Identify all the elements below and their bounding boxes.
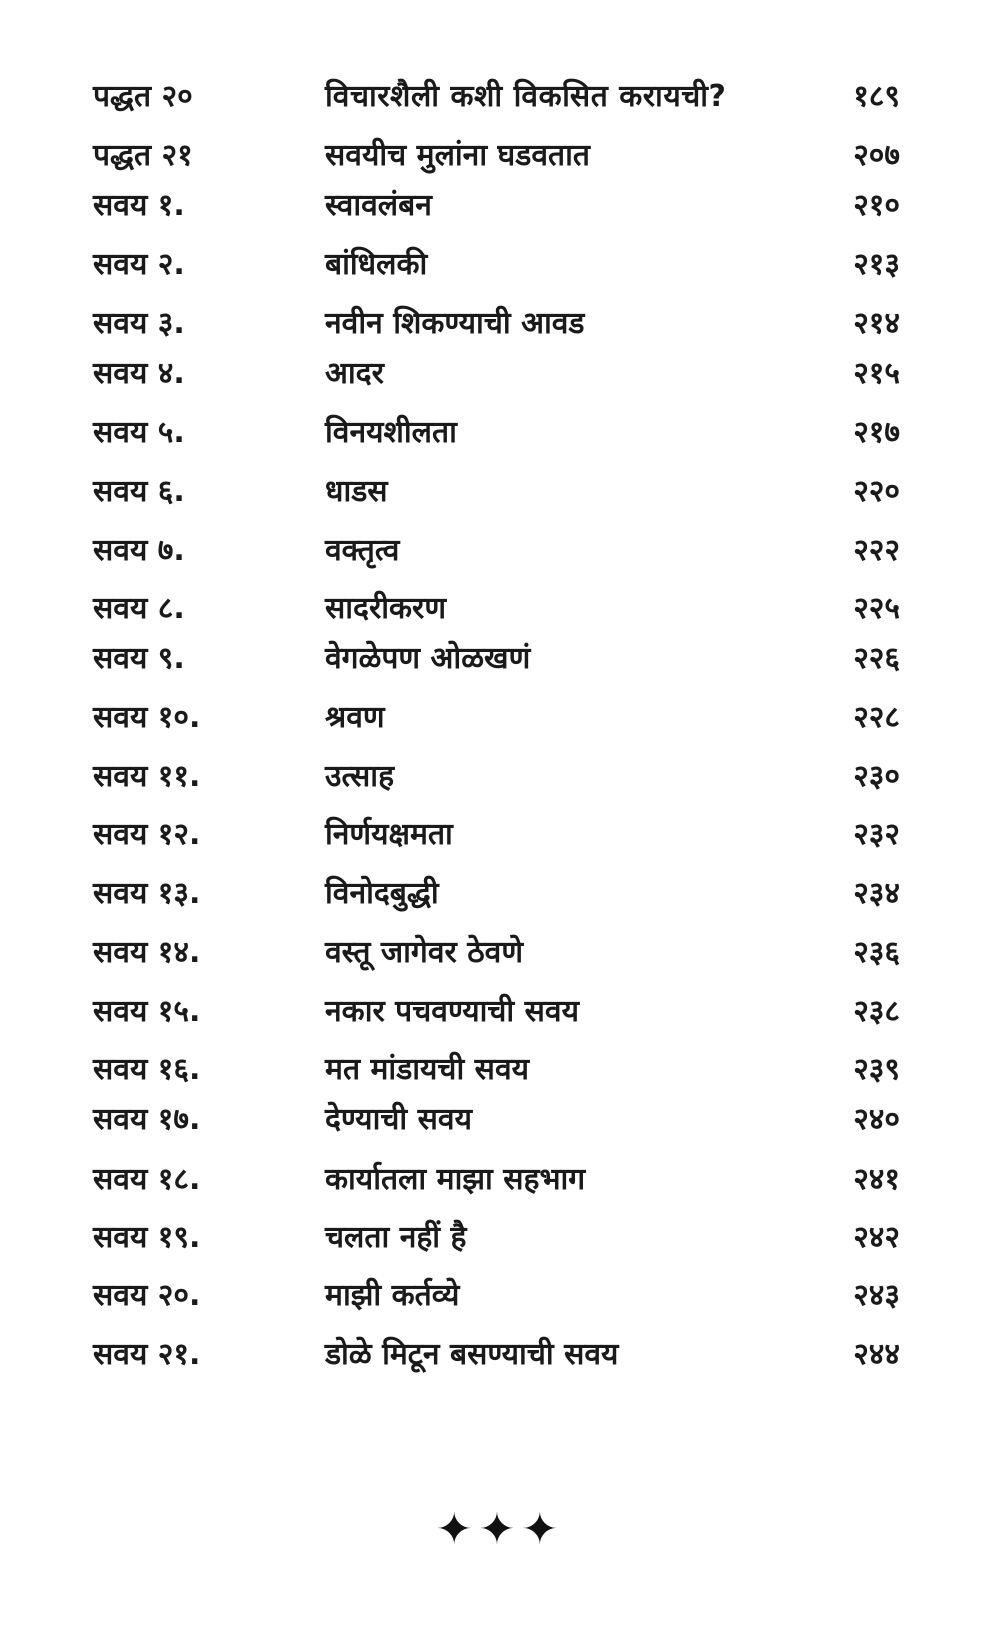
- entry-title: उत्साह: [325, 759, 394, 794]
- toc-entry: [0, 467, 1000, 517]
- toc-entry: [0, 299, 1000, 349]
- entry-label: सवय १९.: [93, 1220, 201, 1255]
- entry-title: स्वावलंबन: [325, 188, 432, 223]
- entry-label: सवय १२.: [93, 817, 201, 852]
- entry-title: सवयीच मुलांना घडवतात: [325, 138, 590, 173]
- entry-label: सवय १३.: [93, 876, 201, 911]
- entry-title: श्रवण: [325, 700, 385, 735]
- entry-title: वस्तू जागेवर ठेवणे: [325, 935, 524, 970]
- entry-page-number: २१७: [853, 415, 900, 450]
- entry-title: चलता नहीं है: [325, 1220, 467, 1255]
- entry-page-number: २३२: [853, 817, 900, 852]
- footer-ornament: ✦✦✦: [435, 1504, 565, 1555]
- toc-entry: [0, 1213, 1000, 1263]
- entry-page-number: २४१: [853, 1162, 900, 1197]
- toc-entry: [0, 928, 1000, 978]
- entry-page-number: २२०: [853, 474, 900, 509]
- entry-page-number: २२८: [853, 700, 900, 735]
- entry-title: नवीन शिकण्याची आवड: [325, 306, 585, 341]
- entry-page-number: २४२: [853, 1220, 900, 1255]
- entry-label: सवय १४.: [93, 935, 201, 970]
- entry-title: डोळे मिटून बसण्याची सवय: [325, 1337, 619, 1372]
- entry-label: सवय १०.: [93, 700, 201, 735]
- entry-label: सवय ४.: [93, 356, 185, 391]
- toc-entry: [0, 1045, 1000, 1095]
- toc-entry: [0, 131, 1000, 181]
- entry-title: विनयशीलता: [325, 415, 457, 450]
- entry-title: वक्तृत्व: [325, 533, 400, 568]
- entry-title: विचारशैली कशी विकसित करायची?: [325, 79, 727, 114]
- entry-page-number: २४४: [853, 1337, 900, 1372]
- entry-title: निर्णयक्षमता: [325, 817, 453, 852]
- toc-entry: [0, 752, 1000, 802]
- entry-page-number: २४०: [853, 1102, 900, 1137]
- entry-label: सवय ६.: [93, 474, 185, 509]
- entry-title: आदर: [325, 356, 384, 391]
- entry-label: सवय ७.: [93, 533, 185, 568]
- entry-page-number: २४३: [853, 1278, 900, 1313]
- entry-label: सवय ११.: [93, 759, 201, 794]
- entry-page-number: २३६: [853, 935, 900, 970]
- toc-entry: [0, 584, 1000, 634]
- toc-entry: [0, 634, 1000, 684]
- toc-entry: [0, 181, 1000, 231]
- entry-label: सवय ५.: [93, 415, 185, 450]
- entry-title: विनोदबुद्धी: [325, 876, 439, 911]
- entry-label: सवय १५.: [93, 994, 201, 1029]
- entry-page-number: २१०: [853, 188, 900, 223]
- toc-entry: [0, 1155, 1000, 1205]
- entry-page-number: २१४: [853, 306, 900, 341]
- toc-entry: [0, 987, 1000, 1037]
- entry-label: पद्धत २१: [93, 138, 193, 173]
- entry-label: सवय २०.: [93, 1278, 201, 1313]
- entry-page-number: २३०: [853, 759, 900, 794]
- entry-label: सवय १८.: [93, 1162, 201, 1197]
- entry-title: सादरीकरण: [325, 591, 447, 626]
- entry-page-number: २२६: [853, 641, 900, 676]
- entry-label: सवय ९.: [93, 641, 185, 676]
- toc-entry: [0, 526, 1000, 576]
- entry-page-number: २१३: [853, 247, 900, 282]
- entry-label: सवय १.: [93, 188, 185, 223]
- entry-title: वेगळेपण ओळखणं: [325, 641, 531, 676]
- entry-label: सवय २१.: [93, 1337, 201, 1372]
- entry-label: सवय २.: [93, 247, 185, 282]
- entry-page-number: २३८: [853, 994, 900, 1029]
- entry-page-number: २२५: [853, 591, 900, 626]
- toc-entry: [0, 810, 1000, 860]
- toc-entry: [0, 693, 1000, 743]
- entry-label: सवय ३.: [93, 306, 185, 341]
- entry-title: बांधिलकी: [325, 247, 428, 282]
- toc-entry: [0, 408, 1000, 458]
- toc-entry: [0, 1095, 1000, 1145]
- toc-entry: [0, 1330, 1000, 1380]
- entry-page-number: १८९: [853, 79, 900, 114]
- entry-label: सवय १७.: [93, 1102, 201, 1137]
- toc-entry: [0, 240, 1000, 290]
- entry-title: देण्याची सवय: [325, 1102, 472, 1137]
- entry-page-number: २०७: [853, 138, 900, 173]
- toc-entry: [0, 869, 1000, 919]
- entry-title: माझी कर्तव्ये: [325, 1278, 460, 1313]
- toc-entry: [0, 1271, 1000, 1321]
- entry-label: सवय ८.: [93, 591, 185, 626]
- entry-title: नकार पचवण्याची सवय: [325, 994, 579, 1029]
- entry-page-number: २१५: [853, 356, 900, 391]
- entry-page-number: २३९: [853, 1052, 900, 1087]
- entry-page-number: २२२: [853, 533, 900, 568]
- toc-entry: [0, 72, 1000, 122]
- entry-label: पद्धत २०: [93, 79, 193, 114]
- entry-label: सवय १६.: [93, 1052, 201, 1087]
- entry-page-number: २३४: [853, 876, 900, 911]
- toc-entry: [0, 349, 1000, 399]
- entry-title: कार्यातला माझा सहभाग: [325, 1162, 586, 1197]
- entry-title: धाडस: [325, 474, 388, 509]
- entry-title: मत मांडायची सवय: [325, 1052, 530, 1087]
